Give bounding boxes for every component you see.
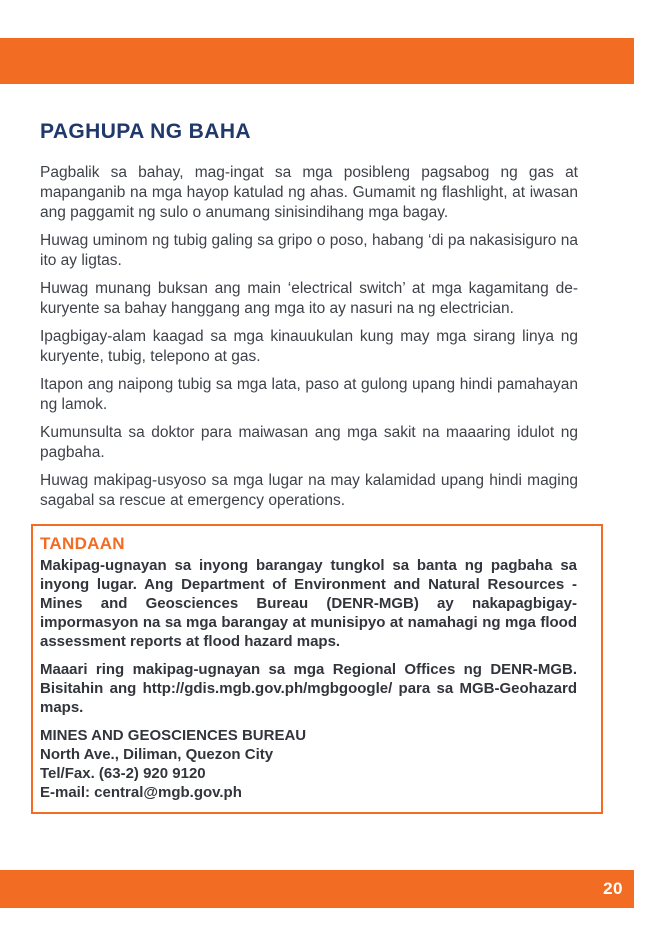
tandaan-paragraph-2: Maaari ring makipag-ugnayan sa mga Regional Offices ng DENR-MGB. Bisitahin ang http://gdis.mgb.gov.ph/mgbgoogle/ para sa MGB-Geohazard maps.: [40, 661, 577, 716]
body-paragraph-3: Huwag munang buksan ang main ‘electrical switch’ at mga kagamitang de-kuryente sa bahay hanggang ang mga ito ay nasuri na ng electrician.: [40, 280, 578, 317]
body-paragraph-1: Pagbalik sa bahay, mag-ingat sa mga posibleng pagsabog ng gas at mapanganib na mga hayop katulad ng ahas. Gumamit ng flashlight, at iwasan ang paggamit ng sulo o anumang sinisindihang mga bagay.: [40, 164, 578, 221]
bureau-address-block: [40, 726, 577, 802]
body-paragraph-6: Kumunsulta sa doktor para maiwasan ang mga sakit na maaaring idulot ng pagbaha.: [40, 424, 578, 461]
body-paragraph-5: Itapon ang naipong tubig sa mga lata, paso at gulong upang hindi pamahayan ng lamok.: [40, 376, 578, 413]
tandaan-callout-box: [31, 524, 603, 814]
bureau-email: E-mail: central@mgb.gov.ph: [40, 784, 242, 801]
footer-orange-band: [0, 870, 634, 908]
page-title: PAGHUPA NG BAHA: [40, 120, 251, 143]
tandaan-paragraph-1: Makipag-ugnayan sa inyong barangay tungkol sa banta ng pagbaha sa inyong lugar. Ang Department of Environment and Natural Resources - Mines and Geosciences Bureau (DENR-MGB) ay nakapagbigay-impormasyon na sa mga barangay at munisipyo at namahagi ng mga flood assessment reports at flood hazard maps.: [40, 557, 577, 650]
body-paragraph-2: Huwag uminom ng tubig galing sa gripo o poso, habang ‘di pa nakasisiguro na ito ay ligtas.: [40, 232, 578, 269]
bureau-name: MINES AND GEOSCIENCES BUREAU: [40, 727, 307, 744]
tandaan-heading: TANDAAN: [40, 534, 125, 553]
body-paragraph-7: Huwag makipag-usyoso sa mga lugar na may kalamidad upang hindi maging sagabal sa rescue at emergency operations.: [40, 472, 578, 509]
page-number: 20: [603, 879, 623, 898]
top-orange-band: [0, 38, 634, 84]
bureau-street-address: North Ave., Diliman, Quezon City: [40, 746, 274, 763]
bureau-telfax: Tel/Fax. (63-2) 920 9120: [40, 765, 206, 782]
body-paragraph-4: Ipagbigay-alam kaagad sa mga kinauukulan kung may mga sirang linya ng kuryente, tubig, telepono at gas.: [40, 328, 578, 365]
main-text-column: [40, 120, 578, 519]
